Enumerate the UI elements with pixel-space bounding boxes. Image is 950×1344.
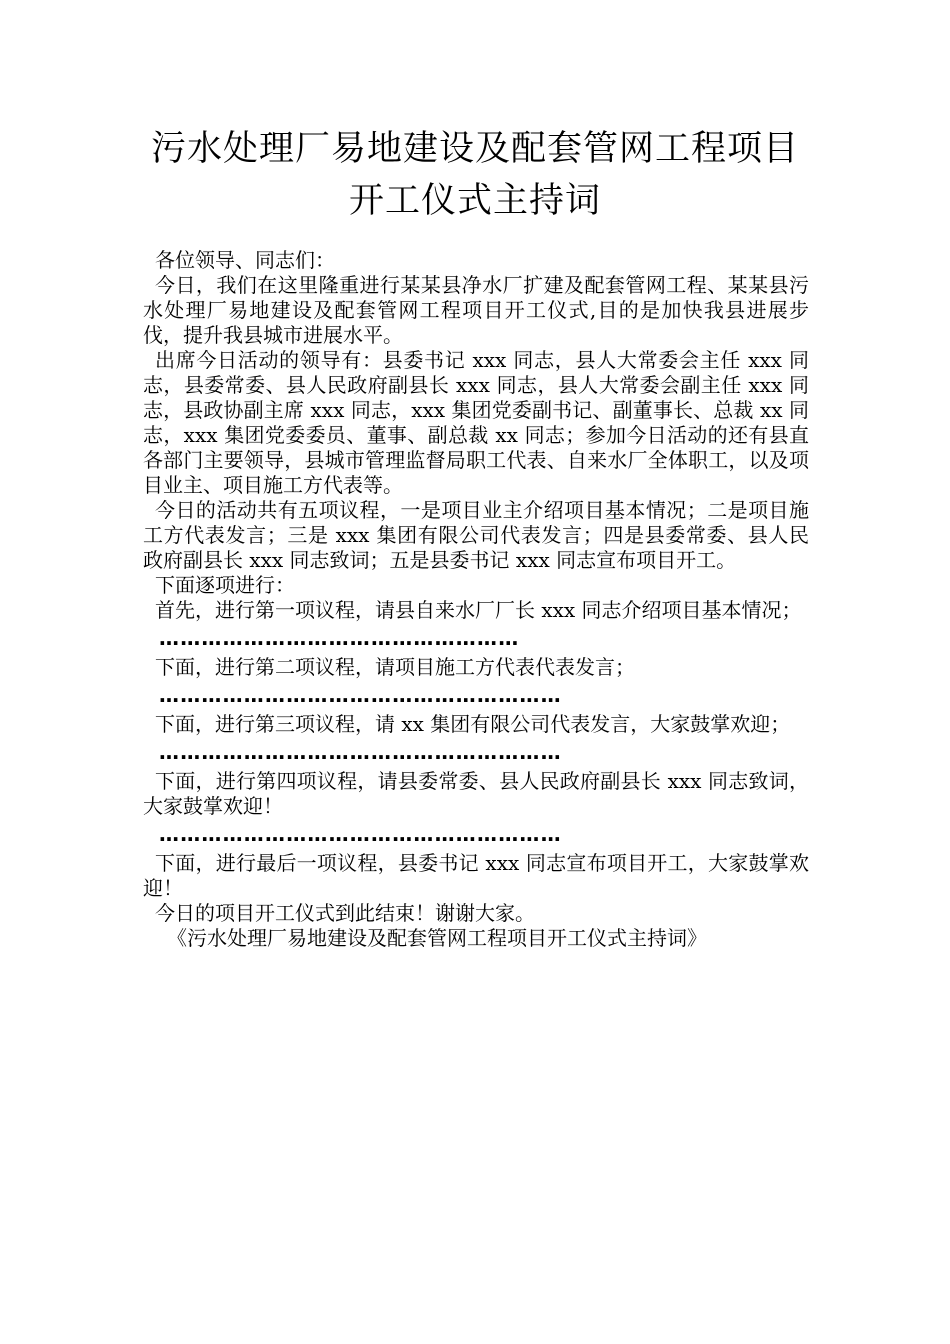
agenda-item-2: 下面，进行第二项议程，请项目施工方代表代表发言； [155,655,635,679]
ellipsis-separator-1: …………………………………………… [159,626,520,650]
proceed-paragraph: 下面逐项进行： [155,573,295,597]
document-body [143,248,809,951]
closing-title: 《污水处理厂易地建设及配套管网工程项目开工仪式主持词》 [167,926,707,950]
ellipsis-separator-4: ………………………………………………… [159,822,562,846]
ellipsis-separator-3: ………………………………………………… [159,740,562,764]
agenda-item-1: 首先，进行第一项议程，请县自来水厂厂长 xxx 同志介绍项目基本情况； [155,598,802,622]
agenda-item-5: 下面，进行最后一项议程，县委书记 xxx 同志宣布项目开工，大家鼓掌欢迎！ [143,851,809,900]
title-line-2: 开工仪式主持词 [348,181,601,221]
ellipsis-separator-2: ………………………………………………… [159,683,562,707]
agenda-item-3: 下面，进行第三项议程，请 xx 集团有限公司代表发言，大家鼓掌欢迎； [155,712,791,736]
ending-paragraph: 今日的项目开工仪式到此结束！谢谢大家。 [155,901,535,925]
intro-paragraph: 今日，我们在这里隆重进行某某县净水厂扩建及配套管网工程、某某县污水处理厂易地建设及配套管网工程项目开工仪式,目的是加快我县进展步伐，提升我县城市进展水平。 [143,273,809,347]
agenda-paragraph: 今日的活动共有五项议程，一是项目业主介绍项目基本情况；二是项目施工方代表发言；三是 xxx 集团有限公司代表发言；四是县委常委、县人民政府副县长 xxx 同志致词；五是县委书记 xxx 同志宣布项目开工。 [143,498,809,572]
title-line-1: 污水处理厂易地建设及配套管网工程项目 [150,129,799,169]
salutation: 各位领导、同志们： [155,248,335,272]
attending-leaders-paragraph: 出席今日活动的领导有：县委书记 xxx 同志，县人大常委会主任 xxx 同志，县委常委、县人民政府副县长 xxx 同志，县人大常委会副主任 xxx 同志，县政协副主席 xxx 同志，xxx 集团党委副书记、副董事长、总裁 xx 同志，xxx 集团党委委员、董事、副总裁 xx 同志；参加今日活动的还有县直各部门主要领导，县城市管理监督局职工代表、自来水厂全体职工，以及项目业主、项目施工方代表等。 [143,348,809,497]
agenda-item-4: 下面，进行第四项议程，请县委常委、县人民政府副县长 xxx 同志致词，大家鼓掌欢迎！ [143,769,809,818]
document-title [120,123,830,227]
